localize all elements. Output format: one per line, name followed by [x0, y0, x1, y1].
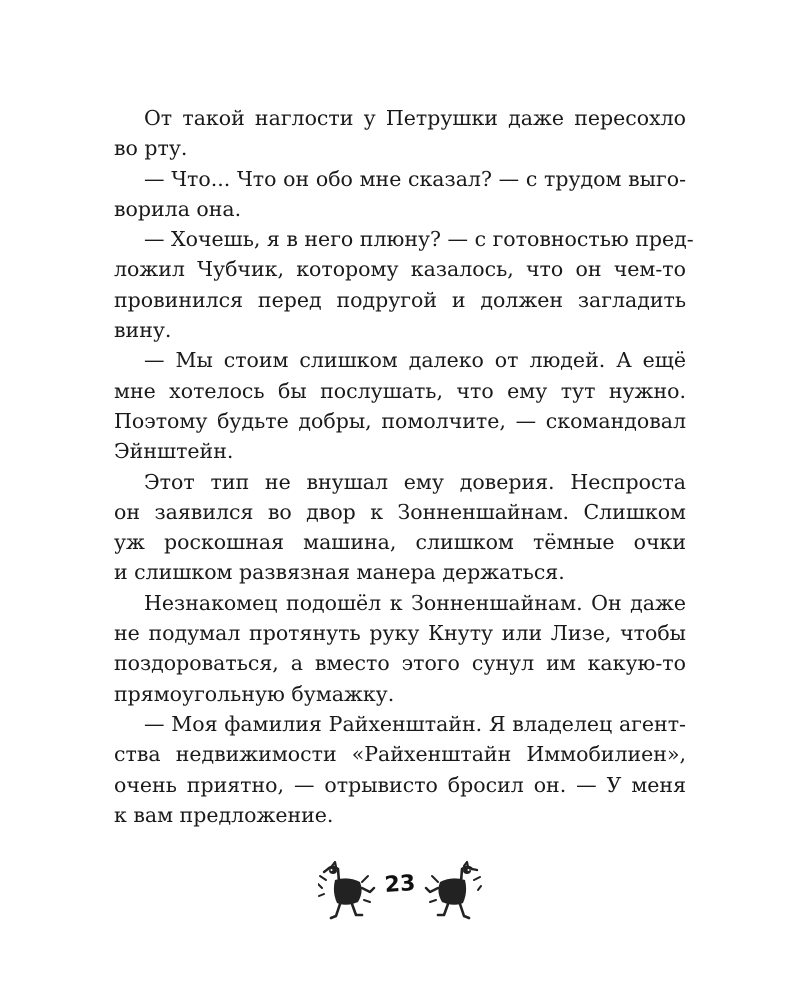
text-line: ворила она. [114, 196, 242, 221]
text-line: он заявился во двор к Зонненшайнам. Слишком [114, 499, 686, 524]
text-line: Незнакомец подошёл к Зонненшайнам. Он даже [144, 590, 686, 615]
text-line: к вам предложение. [114, 802, 334, 827]
text-line: уж роскошная машина, слишком тёмные очки [114, 530, 686, 555]
text-line: Этот тип не внушал ему доверия. Неспроста [144, 469, 686, 494]
text-line: поздороваться, а вместо этого сунул им какую-то [114, 651, 686, 676]
text-line: прямоугольную бумажку. [114, 681, 395, 706]
text-line: — Мы стоим слишком далеко от людей. А ещё [144, 348, 686, 373]
text-line: — Моя фамилия Райхенштайн. Я владелец агент- [144, 711, 686, 736]
body-text [114, 103, 694, 830]
paragraph [114, 345, 686, 466]
dancing-llama-icon [422, 860, 482, 926]
page-number: 23 [383, 870, 417, 899]
text-line: От такой наглости у Петрушки даже пересохло [144, 106, 686, 130]
paragraph [114, 467, 686, 588]
text-line: вину. [114, 318, 172, 343]
text-line: Эйнштейн. [114, 439, 234, 464]
paragraph [114, 709, 686, 830]
paragraph [114, 103, 686, 164]
paragraph [114, 588, 686, 709]
page-footer [0, 856, 800, 926]
paragraph [114, 224, 694, 345]
text-line: и слишком развязная манера держаться. [114, 560, 565, 585]
text-line: — Хочешь, я в него плюну? — с готовностью пред- [144, 227, 694, 252]
text-line: Поэтому будьте добры, помолчите, — скомандовал [114, 408, 686, 433]
paragraph [114, 164, 686, 225]
text-line: очень приятно, — отрывисто бросил он. — У меня [114, 772, 686, 797]
text-line: не подумал протянуть руку Кнуту или Лизе, чтобы [114, 621, 686, 646]
text-line: ложил Чубчик, которому казалось, что он чем-то [114, 257, 686, 282]
text-line: ства недвижимости «Райхенштайн Иммобилиен», [114, 742, 686, 767]
text-line: мне хотелось бы послушать, что ему тут нужно. [114, 378, 686, 403]
text-line: во рту. [114, 136, 188, 161]
text-line: провинился перед подругой и должен загладить [114, 287, 686, 312]
text-line: — Что... Что он обо мне сказал? — с трудом выго- [144, 166, 686, 191]
dancing-llama-icon [318, 860, 378, 926]
